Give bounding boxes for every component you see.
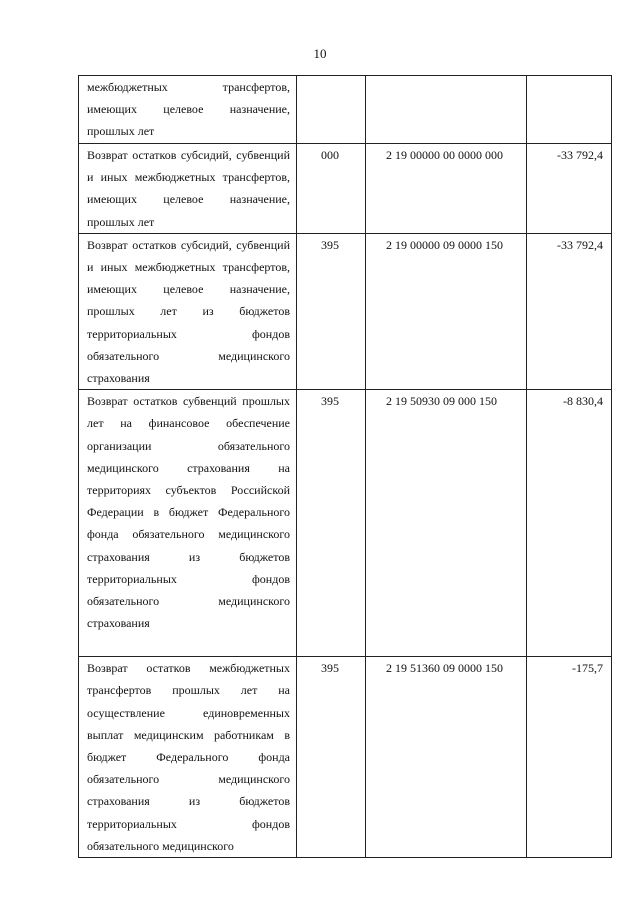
table-row <box>79 390 612 657</box>
name-cell <box>79 390 297 657</box>
row-sum: -33 792,4 <box>557 237 603 252</box>
row-budget-code: 2 19 51360 09 0000 150 <box>386 661 503 676</box>
code-cell <box>366 76 527 144</box>
sum-cell <box>527 76 612 144</box>
row-name: Возврат остатков межбюджетных трансфертов прошлых лет на осуществление единовременных выплат медицинским работникам в бюджет Федерального фонда обязательного медицинского страхования из бюджетов территориальных фондов обязательного медицинского <box>87 661 290 853</box>
row-budget-code: 2 19 00000 09 0000 150 <box>386 237 503 252</box>
code-cell <box>366 657 527 858</box>
row-sum: -8 830,4 <box>563 394 603 409</box>
page-number: 10 <box>313 46 327 61</box>
row-admin-code: 395 <box>321 661 339 676</box>
sum-cell <box>527 144 612 234</box>
code-cell <box>366 144 527 234</box>
admin-cell <box>297 233 366 389</box>
row-name: Возврат остатков субсидий, субвенций и иных межбюджетных трансфертов, имеющих целевое назначение, прошлых лет <box>87 148 290 229</box>
sum-cell <box>527 233 612 389</box>
admin-cell <box>297 657 366 858</box>
name-cell <box>79 657 297 858</box>
sum-cell <box>527 657 612 858</box>
row-sum: -175,7 <box>572 661 603 676</box>
admin-cell <box>297 390 366 657</box>
row-name: Возврат остатков субсидий, субвенций и иных межбюджетных трансфертов, имеющих целевое назначение, прошлых лет из бюджетов территориальных фондов обязательного медицинского страхования <box>87 237 290 386</box>
row-name: Возврат остатков субвенций прошлых лет на финансовое обеспечение организации обязательного медицинского страхования на территориях субъектов Российской Федерации в бюджет Федерального фонда обязательного медицинского страхования из бюджетов территориальных фондов обязательного медицинского страхования <box>87 394 290 631</box>
sum-cell <box>527 390 612 657</box>
name-cell <box>79 76 297 144</box>
budget-table <box>78 75 612 858</box>
row-admin-code: 395 <box>321 237 339 252</box>
row-budget-code: 2 19 50930 09 000 150 <box>386 394 497 409</box>
row-name: межбюджетных трансфертов, имеющих целевое назначение, прошлых лет <box>87 80 290 139</box>
code-cell <box>366 233 527 389</box>
row-admin-code: 000 <box>321 148 339 162</box>
table-row <box>79 233 612 389</box>
code-cell <box>366 390 527 657</box>
table-row <box>79 144 612 234</box>
row-budget-code: 2 19 00000 00 0000 000 <box>386 148 503 162</box>
admin-cell <box>297 76 366 144</box>
row-admin-code: 395 <box>321 394 339 409</box>
table-row <box>79 657 612 858</box>
name-cell <box>79 144 297 234</box>
row-sum: -33 792,4 <box>557 148 603 162</box>
admin-cell <box>297 144 366 234</box>
table-row <box>79 76 612 144</box>
name-cell <box>79 233 297 389</box>
